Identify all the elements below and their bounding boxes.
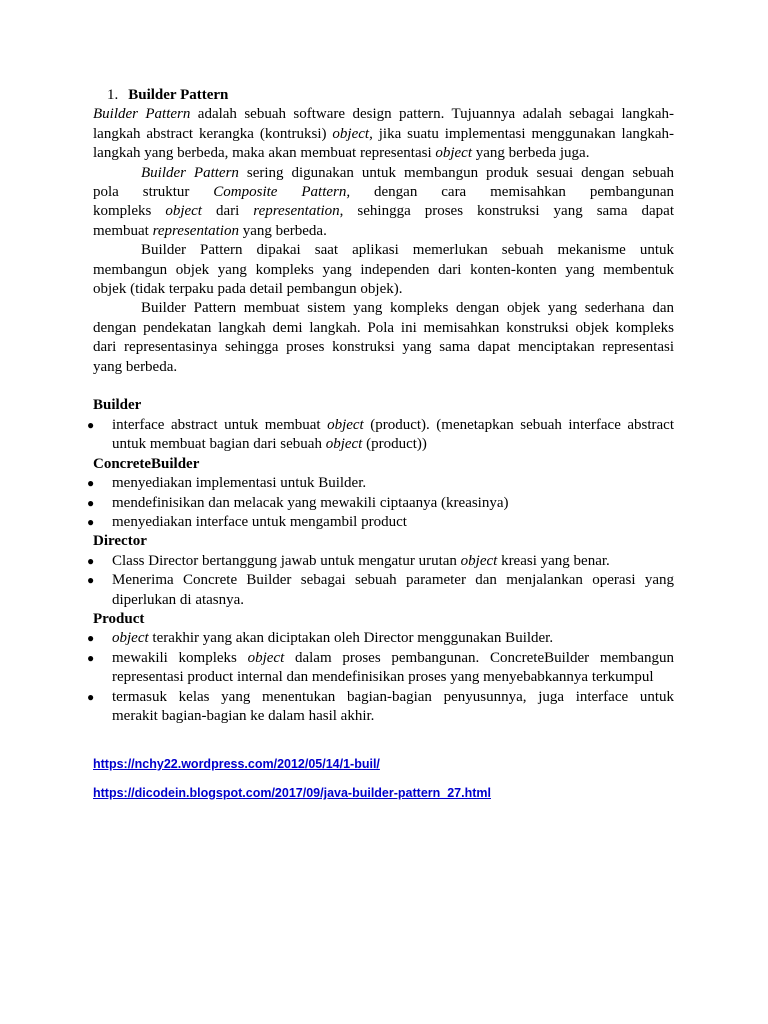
bullet-term: object bbox=[327, 416, 364, 433]
bullet-dot-icon: ● bbox=[87, 631, 95, 646]
intro-p4-line4: yang berbeda. bbox=[93, 358, 178, 375]
bullet-dot-icon: ● bbox=[87, 476, 95, 491]
bullet-dot-icon: ● bbox=[87, 417, 95, 432]
intro-p1-text: langkah yang berbeda, maka akan membuat representasi bbox=[93, 145, 436, 162]
intro-p1-line3 bbox=[93, 144, 674, 163]
intro-p1-term: object bbox=[332, 125, 370, 142]
intro-p3-line1: Builder Pattern dipakai saat aplikasi memerlukan sebuah mekanisme untuk bbox=[141, 242, 674, 259]
reference-links bbox=[93, 757, 693, 800]
bullet-term: object bbox=[460, 552, 498, 569]
intro-p2-text: yang berbeda. bbox=[238, 222, 327, 239]
builder-bullet-1 bbox=[87, 416, 674, 455]
bullet-text: mewakili kompleks bbox=[112, 649, 248, 666]
bullet-dot-icon: ● bbox=[87, 553, 95, 568]
bullet-text: untuk membuat bagian dari sebuah bbox=[112, 436, 326, 453]
intro-p1-text: langkah abstract kerangka (kontruksi) bbox=[93, 125, 333, 142]
intro-p3-line2: membangun objek yang kompleks yang independen dari konten-konten yang membentuk bbox=[93, 261, 674, 278]
concrete-bullet-3 bbox=[87, 513, 674, 532]
intro-p1-text: adalah sebuah software design pattern. Tujuannya adalah sebagai langkah- bbox=[190, 106, 674, 123]
director-bullet-1 bbox=[87, 552, 674, 571]
bullet-dot-icon: ● bbox=[87, 514, 95, 529]
intro-p2-line2 bbox=[93, 183, 674, 202]
bullet-text: dalam proses pembangunan. ConcreteBuilder membangun bbox=[284, 649, 674, 666]
intro-p2-term: object bbox=[165, 203, 202, 220]
director-title: Director bbox=[93, 533, 147, 550]
document-body bbox=[87, 86, 675, 726]
product-bullet-1 bbox=[87, 629, 674, 648]
intro-p2-term: representation bbox=[253, 203, 340, 220]
builder-bullet-1-line2 bbox=[112, 435, 674, 454]
director-bullet-2 bbox=[87, 571, 674, 610]
intro-p2-term: representation bbox=[152, 222, 239, 239]
intro-p1-term: Builder Pattern bbox=[93, 106, 191, 123]
intro-p1-term: object bbox=[435, 145, 473, 162]
intro-p2-text: membuat bbox=[93, 222, 153, 239]
intro-p2-text: , sehingga proses konstruksi yang sama dapat bbox=[339, 203, 674, 220]
spacer bbox=[93, 377, 674, 396]
bullet-text: menyediakan implementasi untuk Builder. bbox=[112, 475, 367, 492]
bullet-dot-icon: ● bbox=[87, 689, 95, 704]
bullet-text: termasuk kelas yang menentukan bagian-bagian penyusunnya, juga interface untuk bbox=[112, 688, 674, 705]
heading-number: 1. bbox=[107, 87, 119, 103]
bullet-term: object bbox=[325, 436, 363, 453]
builder-bullet-1-line1 bbox=[112, 416, 674, 435]
director-bullet-1-line1 bbox=[112, 552, 674, 571]
bullet-term: object bbox=[112, 630, 149, 647]
intro-p4-line1: Builder Pattern membuat sistem yang kompleks dengan objek yang sederhana dan bbox=[141, 300, 674, 317]
bullet-text: Class Director bertanggung jawab untuk mengatur urutan bbox=[112, 552, 461, 569]
bullet-dot-icon: ● bbox=[87, 573, 95, 588]
section-heading bbox=[93, 86, 674, 105]
intro-p2-term: Composite Pattern, bbox=[213, 184, 351, 201]
reference-link-2[interactable]: https://dicodein.blogspot.com/2017/09/java-builder-pattern_27.html bbox=[93, 786, 491, 800]
bullet-text: merakit bagian-bagian ke dalam hasil akhir. bbox=[112, 707, 375, 724]
bullet-text: diperlukan di atasnya. bbox=[112, 591, 245, 608]
intro-p2-line1 bbox=[93, 164, 674, 183]
intro-p2-text: pola struktur bbox=[93, 184, 214, 201]
bullet-text: kreasi yang benar. bbox=[497, 552, 610, 569]
bullet-dot-icon: ● bbox=[87, 650, 95, 665]
bullet-text: menyediakan interface untuk mengambil product bbox=[112, 513, 407, 530]
intro-p3-line3: objek (tidak terpaku pada detail pembangun objek). bbox=[93, 281, 403, 298]
intro-p1-line2 bbox=[93, 125, 674, 144]
intro-p1-line1 bbox=[93, 105, 674, 124]
heading-title: Builder Pattern bbox=[128, 87, 229, 103]
concrete-bullet-2 bbox=[87, 494, 674, 513]
intro-p4-line2: dengan pendekatan langkah demi langkah. Pola ini memisahkan konstruksi objek kompleks bbox=[93, 319, 674, 336]
intro-p2-text: dengan cara memisahkan pembangunan bbox=[350, 184, 674, 201]
product-bullet-3 bbox=[87, 688, 674, 727]
concrete-builder-title: ConcreteBuilder bbox=[93, 455, 200, 472]
bullet-dot-icon: ● bbox=[87, 495, 95, 510]
bullet-text: terakhir yang akan diciptakan oleh Director menggunakan Builder. bbox=[148, 630, 554, 647]
bullet-text: (product). (menetapkan sebuah interface abstract bbox=[363, 416, 674, 433]
intro-p1-text: yang berbeda juga. bbox=[472, 145, 590, 162]
bullet-text: interface abstract untuk membuat bbox=[112, 416, 328, 433]
product-bullet-2-line1 bbox=[112, 649, 674, 668]
product-bullet-2 bbox=[87, 649, 674, 688]
product-title: Product bbox=[93, 610, 145, 627]
bullet-text: mendefinisikan dan melacak yang mewakili ciptaanya (kreasinya) bbox=[112, 494, 509, 511]
intro-p2-text: kompleks bbox=[93, 203, 166, 220]
intro-p2-text: sering digunakan untuk membangun produk sesuai dengan sebuah bbox=[238, 164, 674, 181]
intro-p4-line3: dari representasinya sehingga proses konstruksi yang sama dapat menciptakan representasi bbox=[93, 339, 674, 356]
intro-p2-text: dari bbox=[201, 203, 254, 220]
intro-p2-line3 bbox=[93, 202, 674, 221]
bullet-text: (product)) bbox=[362, 436, 427, 453]
intro-p2-line4 bbox=[93, 222, 674, 241]
concrete-bullet-1 bbox=[87, 474, 674, 493]
reference-link-1[interactable]: https://nchy22.wordpress.com/2012/05/14/1-buil/ bbox=[93, 757, 380, 771]
intro-p1-text: , jika suatu implementasi menggunakan langkah- bbox=[369, 125, 675, 142]
bullet-text: Menerima Concrete Builder sebagai sebuah parameter dan menjalankan operasi yang bbox=[112, 572, 674, 589]
bullet-term: object bbox=[247, 649, 285, 666]
product-bullet-1-line1 bbox=[112, 629, 674, 648]
bullet-text: representasi product internal dan mendefinisikan proses yang menyebabkannya terkumpul bbox=[112, 669, 654, 686]
builder-title: Builder bbox=[93, 397, 142, 414]
intro-p2-term: Builder Pattern bbox=[141, 164, 239, 181]
